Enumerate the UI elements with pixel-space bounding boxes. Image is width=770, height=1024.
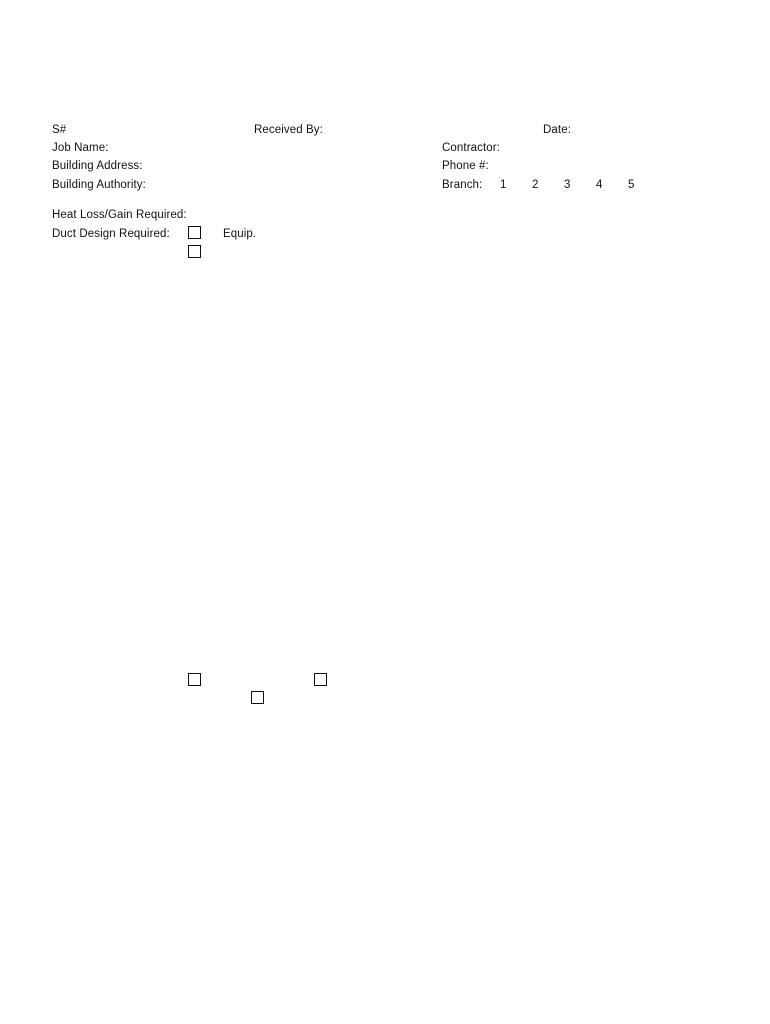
contractor-label: Contractor: [442, 142, 500, 154]
branch-label: Branch: [442, 179, 483, 191]
s-number-label: S# [52, 124, 67, 136]
branch-option-3[interactable]: 3 [564, 179, 571, 191]
option-checkbox-3[interactable] [251, 691, 264, 704]
building-authority-label: Building Authority: [52, 179, 146, 191]
branch-option-1[interactable]: 1 [500, 179, 507, 191]
duct-design-label: Duct Design Required: [52, 228, 170, 240]
branch-option-4[interactable]: 4 [596, 179, 603, 191]
equip-checkbox[interactable] [188, 245, 201, 258]
building-address-label: Building Address: [52, 160, 143, 172]
branch-option-2[interactable]: 2 [532, 179, 539, 191]
job-name-label: Job Name: [52, 142, 109, 154]
received-by-label: Received By: [254, 124, 323, 136]
equip-label: Equip. [223, 228, 257, 240]
branch-option-5[interactable]: 5 [628, 179, 635, 191]
option-checkbox-2[interactable] [314, 673, 327, 686]
date-label: Date: [543, 124, 571, 136]
phone-label: Phone #: [442, 160, 489, 172]
option-checkbox-1[interactable] [188, 673, 201, 686]
duct-design-checkbox[interactable] [188, 226, 201, 239]
heat-loss-label: Heat Loss/Gain Required: [52, 209, 187, 221]
